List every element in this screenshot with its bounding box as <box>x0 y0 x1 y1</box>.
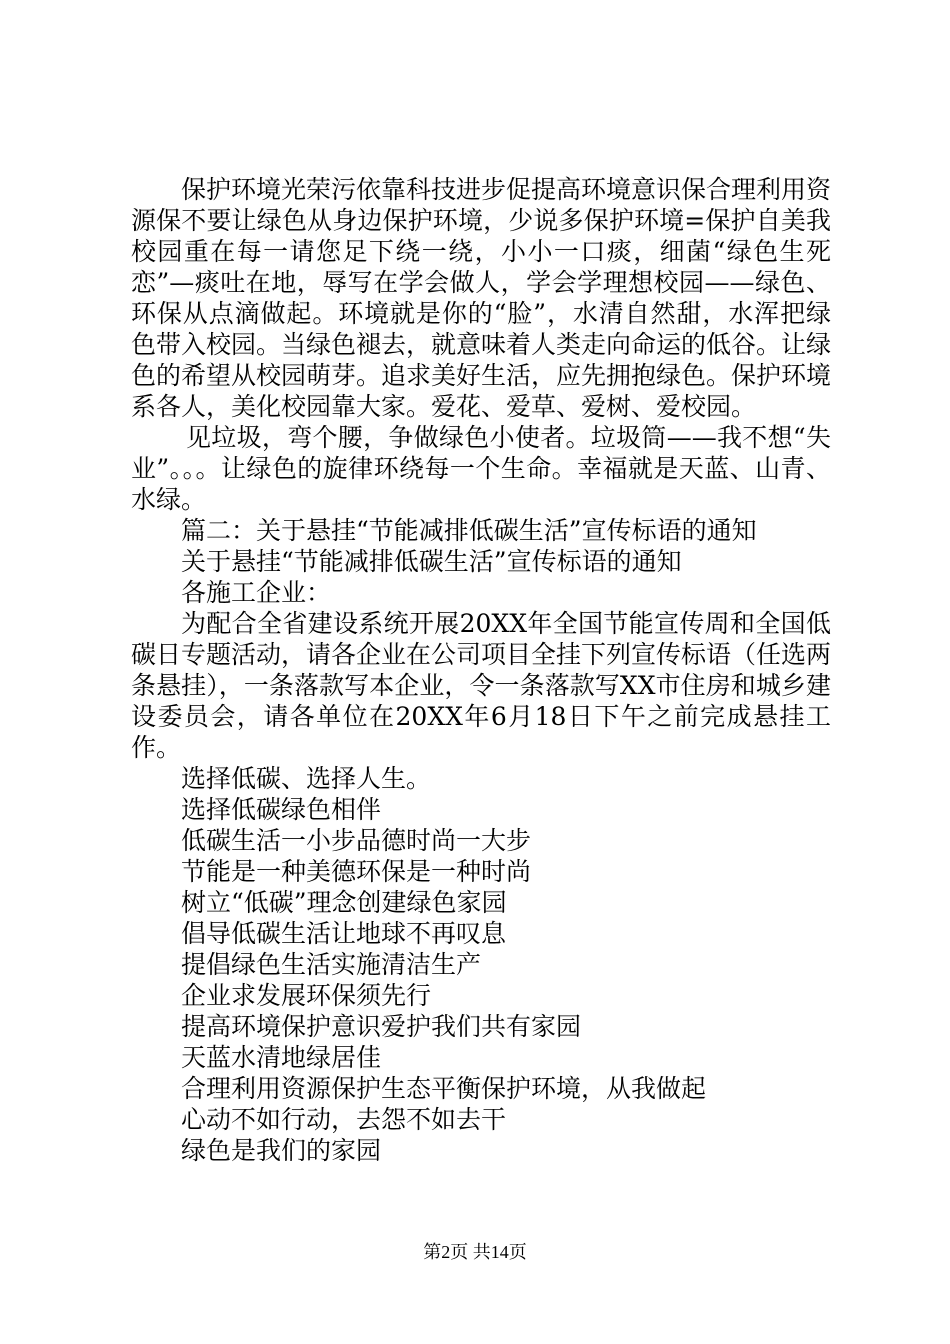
notice-addressee: 各施工企业： <box>181 578 332 607</box>
section-heading: 篇二：关于悬挂“节能减排低碳生活”宣传标语的通知 <box>181 516 757 545</box>
slogan-item: 提高环境保护意识爱护我们共有家园 <box>181 1012 582 1041</box>
paragraph-environment: 保护环境光荣污依靠科技进步促提高环境意识保合理利用资源保不要让绿色从身边保护环境，少说多保护环境=保护自美我校园重在每一请您足下绕一绕，小小一口痰，细菌“绿色生死恋”—痰吐在地，辱写在学会做人，学会学理想校园——绿色、环保从点滴做起。环境就是你的“脸”，水清自然甜，水浑把绿色带入校园。当绿色褪去，就意味着人类走向命运的低谷。让绿色的希望从校园萌芽。追求美好生活，应先拥抱绿色。保护环境系各人，美化校园靠大家。爱花、爱草、爱树、爱校园。 <box>131 175 832 421</box>
slogan-item: 倡导低碳生活让地球不再叹息 <box>181 919 507 948</box>
notice-body: 为配合全省建设系统开展20XX年全国节能宣传周和全国低碳日专题活动，请各企业在公司项目全挂下列宣传标语（任选两条悬挂），一条落款写本企业，令一条落款写XX市住房和城乡建设委员会，请各单位在20XX年6月18日下午之前完成悬挂工作。 <box>131 609 832 762</box>
slogan-item: 企业求发展环保须先行 <box>181 981 432 1010</box>
slogan-item: 心动不如行动，去怨不如去干 <box>181 1105 507 1134</box>
slogan-item: 低碳生活一小步品德时尚一大步 <box>181 826 532 855</box>
slogan-item: 提倡绿色生活实施清洁生产 <box>181 950 482 979</box>
slogan-item: 合理利用资源保护生态平衡保护环境，从我做起 <box>181 1074 707 1103</box>
slogan-item: 树立“低碳”理念创建绿色家园 <box>181 888 507 917</box>
page-number: 第2页 共14页 <box>423 1242 527 1262</box>
page-footer <box>0 1240 950 1264</box>
slogan-item: 绿色是我们的家园 <box>181 1136 382 1165</box>
slogan-item: 选择低碳绿色相伴 <box>181 795 382 824</box>
slogan-item: 选择低碳、选择人生。 <box>181 764 432 793</box>
paragraph-trash: 见垃圾，弯个腰，争做绿色小使者。垃圾筒——我不想“失业”。。。让绿色的旋律环绕每一个生命。幸福就是天蓝、山青、水绿。 <box>131 423 831 514</box>
notice-title: 关于悬挂“节能减排低碳生活”宣传标语的通知 <box>181 547 682 576</box>
slogan-item: 节能是一种美德环保是一种时尚 <box>181 857 532 886</box>
slogan-item: 天蓝水清地绿居佳 <box>181 1043 382 1072</box>
document-body <box>131 174 831 1166</box>
